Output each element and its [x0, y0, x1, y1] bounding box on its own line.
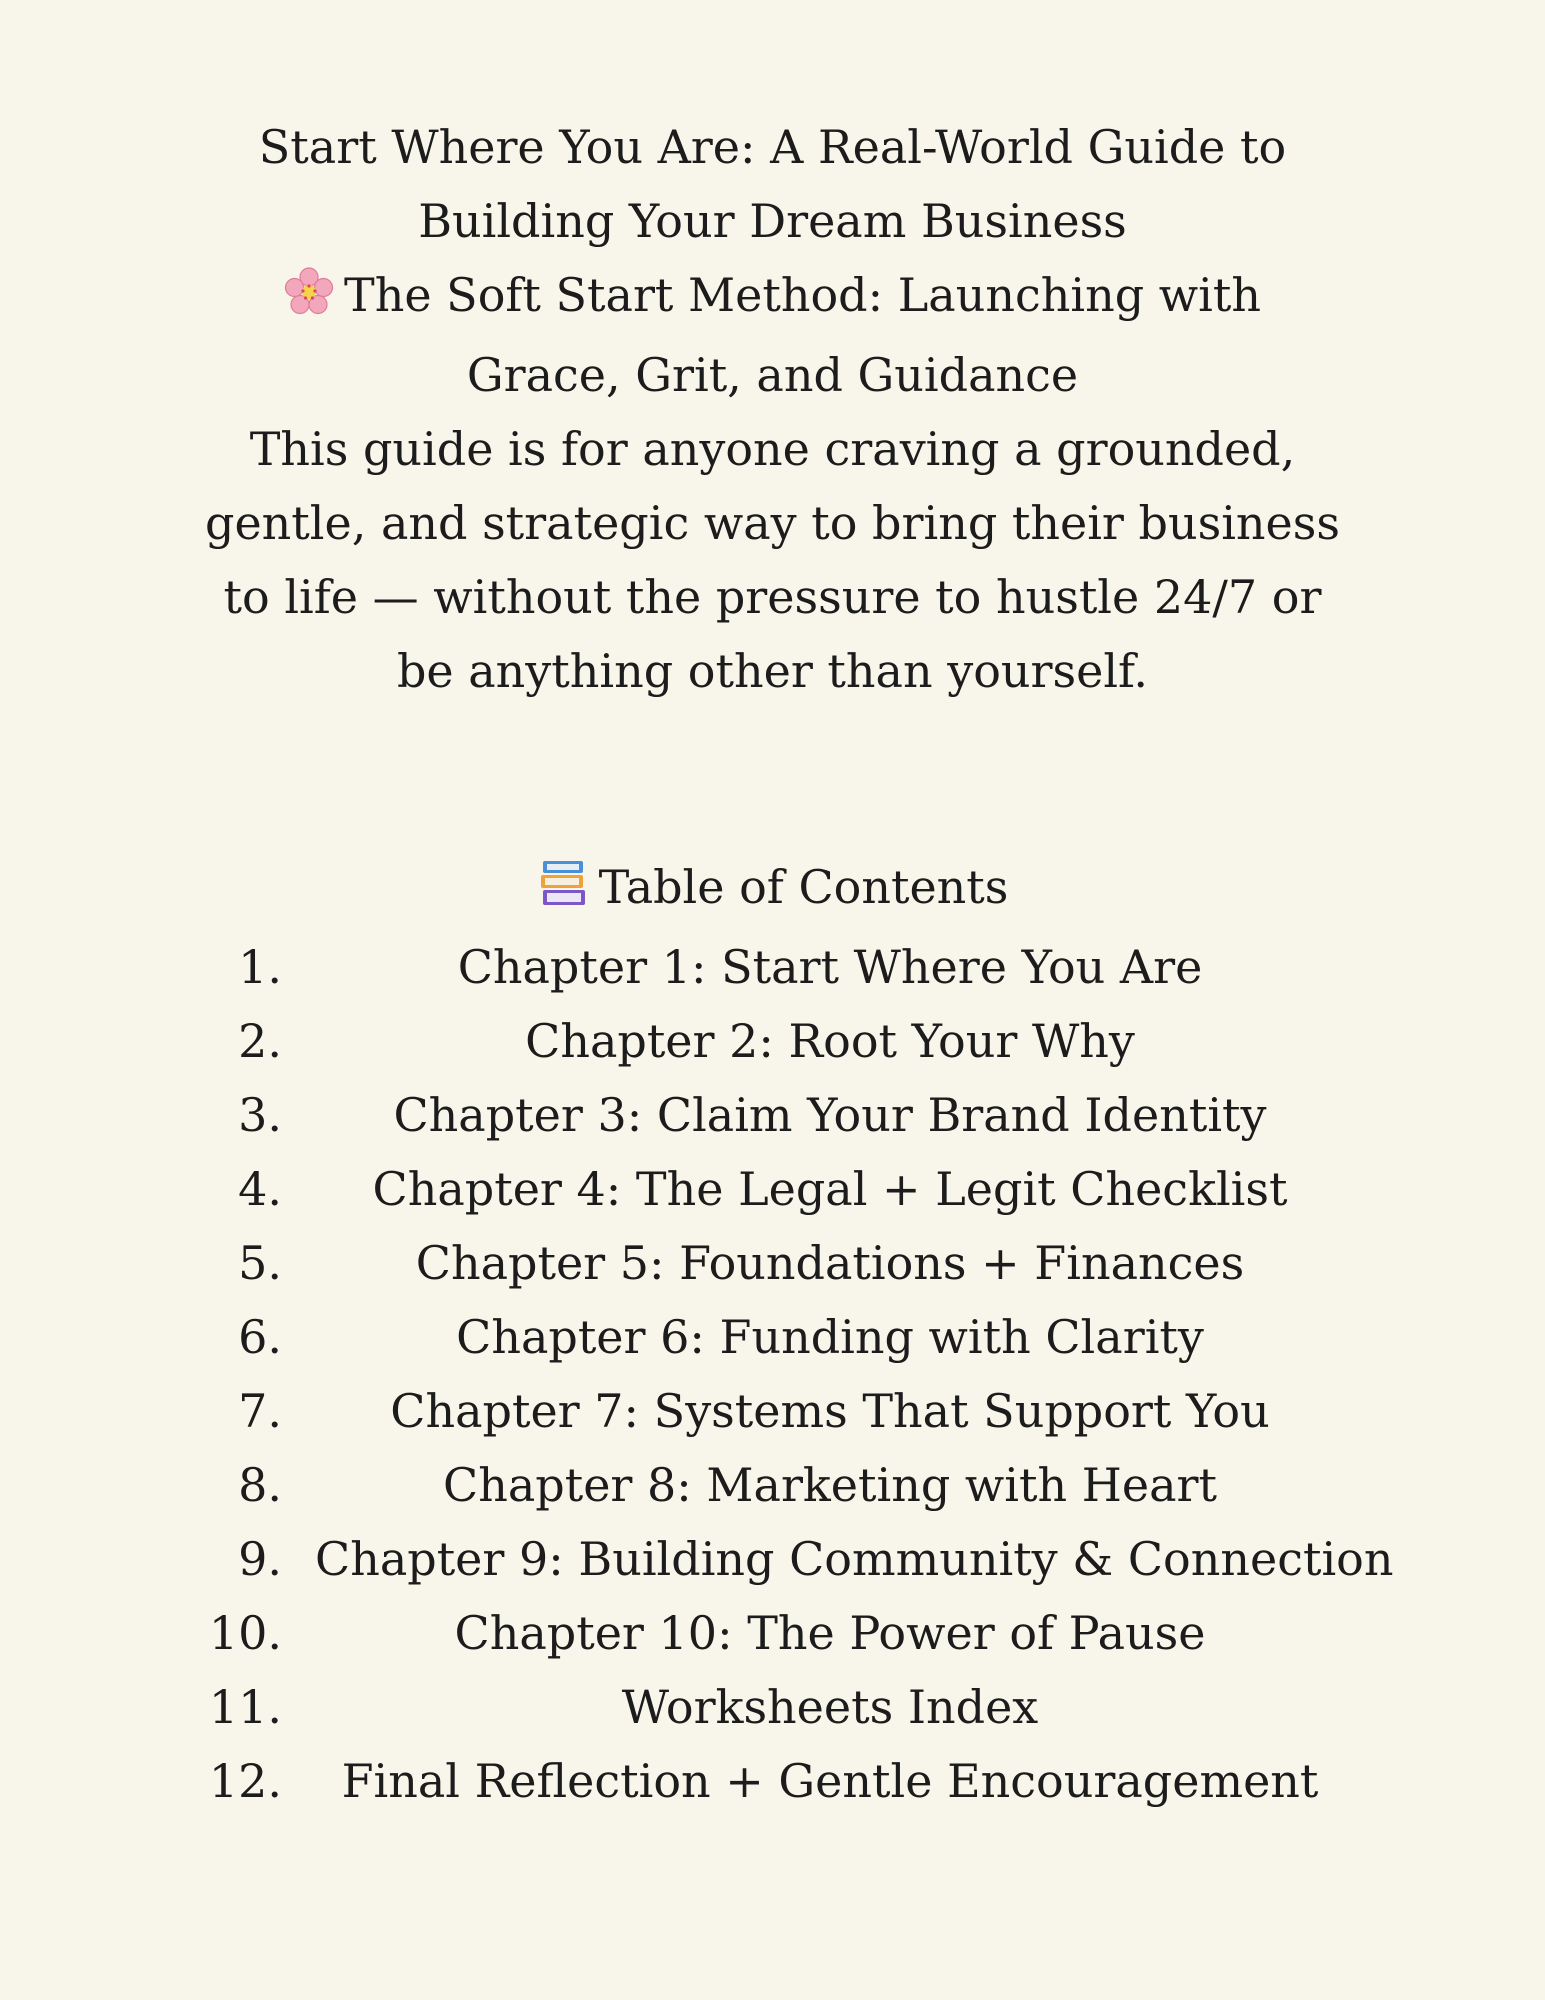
toc-item[interactable]: [200, 930, 1345, 1004]
toc-item[interactable]: [200, 1596, 1345, 1670]
toc-title-text: Table of Contents: [598, 860, 1009, 914]
toc-item-number: 2.: [238, 1014, 282, 1068]
toc-item-label: Chapter 5: Foundations + Finances: [415, 1236, 1245, 1290]
toc-item-label: Chapter 3: Claim Your Brand Identity: [393, 1088, 1267, 1142]
toc-item-number: 12.: [208, 1754, 282, 1808]
toc-item-number: 3.: [238, 1088, 282, 1142]
subtitle-text: The Soft Start Method: Launching with Grace, Grit, and Guidance: [344, 268, 1261, 402]
books-icon: [537, 856, 589, 930]
toc-item[interactable]: [200, 1374, 1345, 1448]
toc-item-number: 7.: [238, 1384, 282, 1438]
toc-item[interactable]: [200, 1522, 1394, 1596]
toc-item[interactable]: [200, 1300, 1345, 1374]
toc-item-number: 1.: [238, 940, 282, 994]
toc-item-number: 5.: [238, 1236, 282, 1290]
toc-item-label: Chapter 7: Systems That Support You: [390, 1384, 1270, 1438]
toc-item-label: Chapter 6: Funding with Clarity: [456, 1310, 1204, 1364]
toc-item[interactable]: [200, 1078, 1345, 1152]
intro-section: [200, 110, 1345, 708]
toc-item-number: 9.: [238, 1532, 282, 1586]
toc-heading: [200, 850, 1345, 930]
toc-item-label: Chapter 2: Root Your Why: [525, 1014, 1135, 1068]
toc-item-number: 11.: [208, 1680, 282, 1734]
toc-item[interactable]: [200, 1152, 1345, 1226]
toc-item[interactable]: [200, 1670, 1345, 1744]
document-title: Start Where You Are: A Real-World Guide to Building Your Dream Business: [258, 120, 1287, 248]
toc-item-label: Worksheets Index: [621, 1680, 1039, 1734]
toc-item-label: Final Reflection + Gentle Encouragement: [341, 1754, 1319, 1808]
toc-item[interactable]: [200, 1744, 1345, 1818]
table-of-contents: [200, 850, 1394, 1818]
toc-item-label: Chapter 10: The Power of Pause: [454, 1606, 1206, 1660]
toc-item-label: Chapter 1: Start Where You Are: [457, 940, 1203, 994]
cherry-blossom-icon: [284, 264, 334, 338]
document-description: This guide is for anyone craving a grounded, gentle, and strategic way to bring their business to life — without the pressure to hustle 24/7 or be anything other than yourself.: [205, 422, 1340, 698]
toc-item[interactable]: [200, 1226, 1345, 1300]
toc-item-number: 10.: [208, 1606, 282, 1660]
toc-item-label: Chapter 9: Building Community & Connection: [315, 1532, 1394, 1586]
toc-item-number: 8.: [238, 1458, 282, 1512]
toc-item-number: 4.: [238, 1162, 282, 1216]
toc-list: [200, 930, 1394, 1818]
toc-item-label: Chapter 8: Marketing with Heart: [443, 1458, 1217, 1512]
toc-item[interactable]: [200, 1004, 1345, 1078]
toc-item-number: 6.: [238, 1310, 282, 1364]
toc-item[interactable]: [200, 1448, 1345, 1522]
toc-item-label: Chapter 4: The Legal + Legit Checklist: [372, 1162, 1288, 1216]
document-subtitle: [200, 258, 1345, 412]
